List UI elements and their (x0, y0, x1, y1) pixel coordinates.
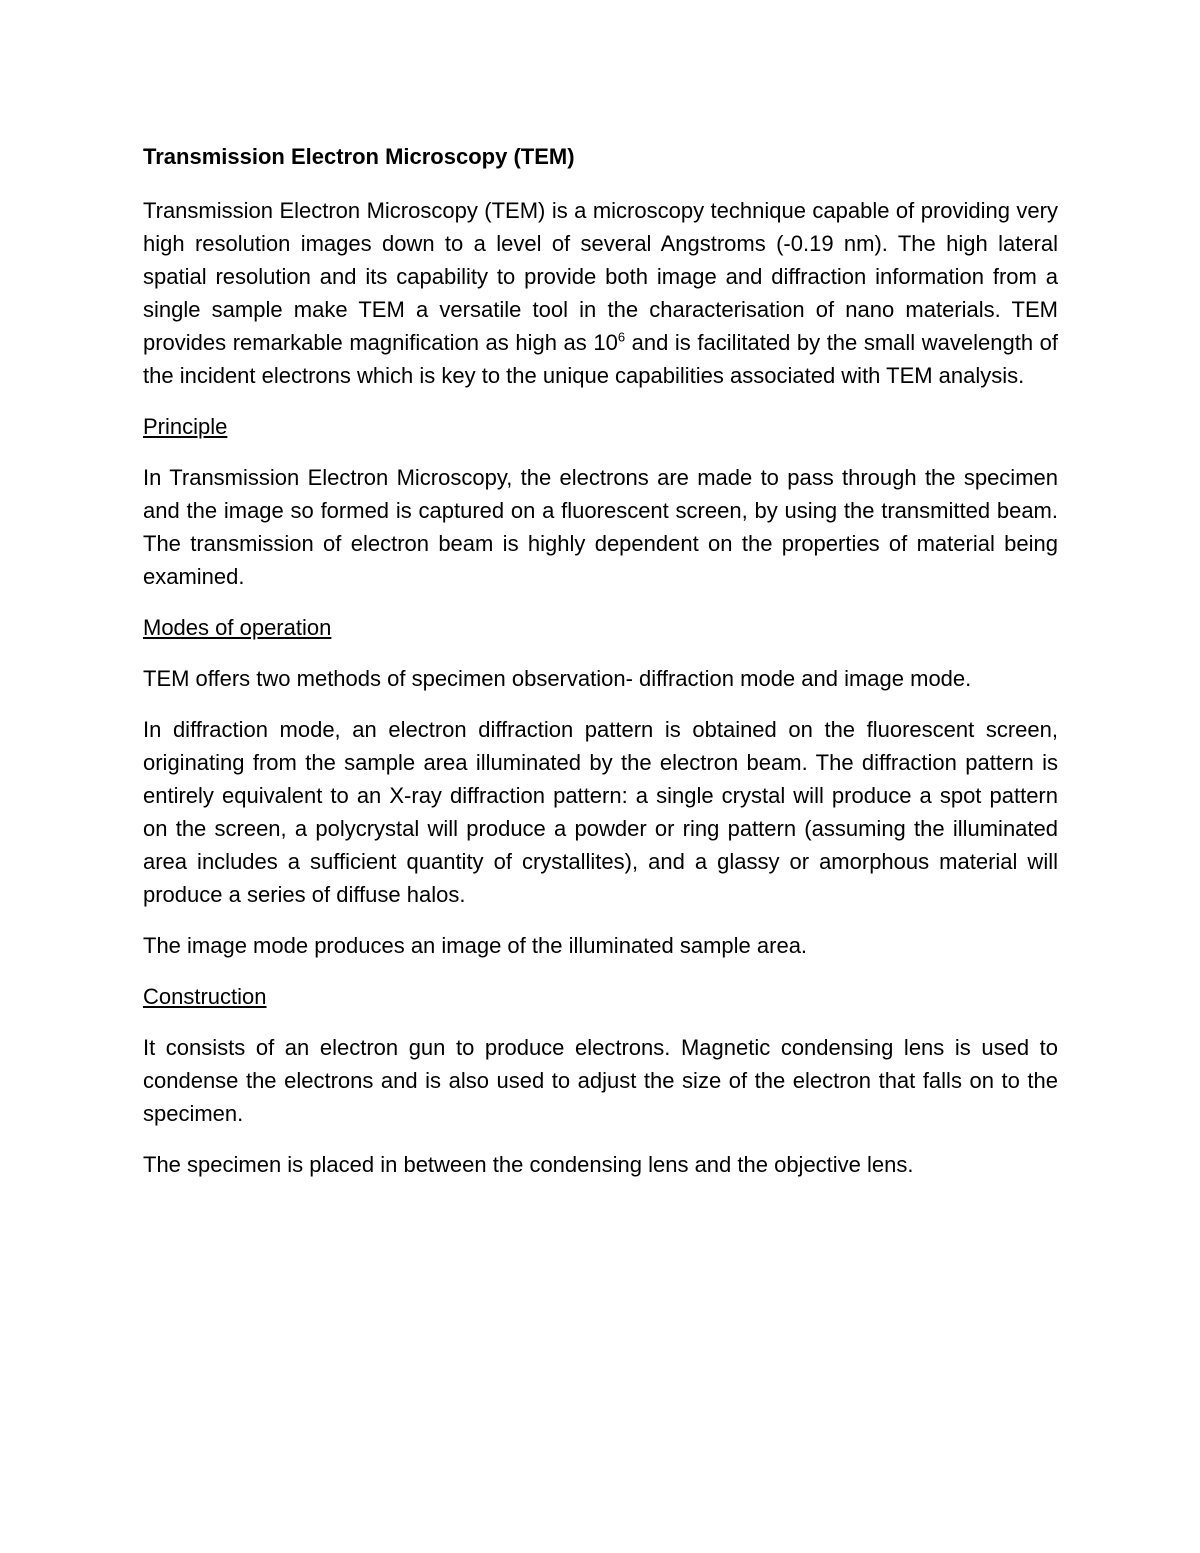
construction-paragraph-1: It consists of an electron gun to produce electrons. Magnetic condensing lens is used to condense the electrons and is also used to adjust the size of the electron that falls on to the specimen. (143, 1035, 1058, 1126)
intro-paragraph (143, 194, 1058, 392)
principle-paragraph: In Transmission Electron Microscopy, the electrons are made to pass through the specimen and the image so formed is captured on a fluorescent screen, by using the transmitted beam. The transmission of electron beam is highly dependent on the properties of material being examined. (143, 465, 1058, 589)
document-title: Transmission Electron Microscopy (TEM) (143, 144, 575, 169)
document-body (143, 140, 1058, 1199)
intro-text-part2: and is facilitated by the small wavelength of the incident electrons which is key to the unique capabilities associated with TEM analysis. (143, 330, 1058, 388)
construction-paragraph-2: The specimen is placed in between the condensing lens and the objective lens. (143, 1152, 914, 1177)
modes-paragraph-1: TEM offers two methods of specimen observation- diffraction mode and image mode. (143, 666, 972, 691)
construction-heading: Construction (143, 984, 267, 1009)
intro-text-part1: Transmission Electron Microscopy (TEM) is a microscopy technique capable of providing very high resolution images down to a level of several Angstroms (-0.19 nm). The high lateral spatial resolution and its capability to provide both image and diffraction information from a single sample make TEM a versatile tool in the characterisation of nano materials. TEM provides remarkable magnification as high as 10 (143, 198, 1058, 355)
principle-heading: Principle (143, 414, 228, 439)
modes-heading: Modes of operation (143, 615, 332, 640)
intro-superscript: 6 (617, 329, 626, 345)
modes-paragraph-3: The image mode produces an image of the illuminated sample area. (143, 933, 808, 958)
modes-paragraph-2: In diffraction mode, an electron diffraction pattern is obtained on the fluorescent screen, originating from the sample area illuminated by the electron beam. The diffraction pattern is entirely equivalent to an X-ray diffraction pattern: a single crystal will produce a spot pattern on the screen, a polycrystal will produce a powder or ring pattern (assuming the illuminated area includes a sufficient quantity of crystallites), and a glassy or amorphous material will produce a series of diffuse halos. (143, 717, 1058, 907)
